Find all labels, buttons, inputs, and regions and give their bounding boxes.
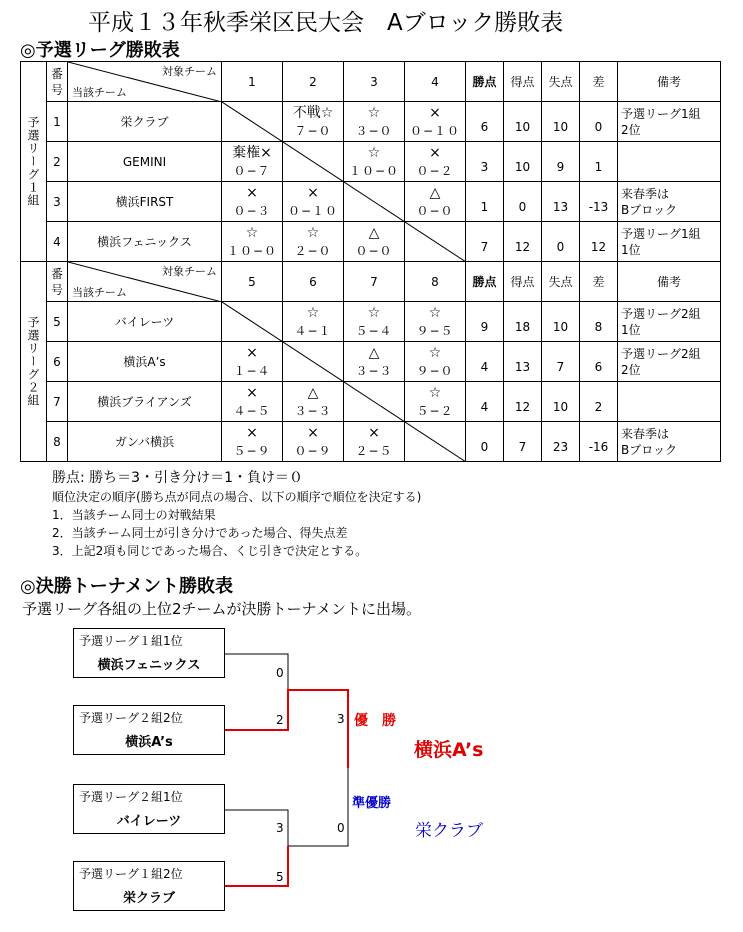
bracket-entry (73, 705, 225, 755)
lost-value: 13 (542, 182, 580, 222)
match-mark: × (246, 344, 258, 361)
team-name: 横浜フェニックス (68, 222, 222, 262)
match-score: ０−１０ (287, 203, 339, 218)
col-header-points: 勝点 (466, 62, 504, 102)
team-name: 横浜ブライアンズ (68, 382, 222, 422)
match-mark: ☆ (245, 224, 259, 241)
runnerup-label: 準優勝 (352, 796, 392, 811)
col-header-lost: 失点 (542, 262, 580, 302)
winner-label: 優 勝 (354, 713, 396, 729)
team-name: 栄クラブ (68, 102, 222, 142)
match-score: ０−９ (294, 443, 332, 458)
match-mark: ☆ (428, 344, 442, 361)
lost-value: 7 (542, 342, 580, 382)
match-mark: ☆ (367, 144, 381, 161)
col-header-opponent: 8 (405, 262, 466, 302)
match-mark: ☆ (367, 104, 381, 121)
bracket-entry (73, 628, 225, 678)
match-mark: × (307, 424, 319, 441)
col-header-number-text: 番 (50, 266, 63, 281)
diff-value: 6 (580, 342, 618, 382)
ranking-rule-item: 2．当該チーム同士が引き分けであった場合、得失点差 (52, 526, 348, 540)
gained-value: 0 (504, 182, 542, 222)
final-score: 3 (337, 712, 345, 726)
lost-value: 10 (542, 382, 580, 422)
row-number: 7 (47, 382, 68, 422)
match-mark: ☆ (306, 224, 320, 241)
match-score: ０−７ (233, 163, 271, 178)
match-mark: × (246, 184, 258, 201)
match-mark: 棄権× (232, 144, 272, 161)
points-value: 6 (466, 102, 504, 142)
match-score: ７−０ (294, 123, 332, 138)
match-score: ０−１０ (409, 123, 461, 138)
col-header-lost: 失点 (542, 62, 580, 102)
bracket-entry-team: 横浜フェニックス (97, 658, 201, 673)
match-mark: × (429, 144, 441, 161)
col-header-number-text: 番 (50, 66, 63, 81)
lost-value: 9 (542, 142, 580, 182)
row-number: 1 (47, 102, 68, 142)
match-score: ０−３ (233, 203, 271, 218)
team-name: GEMINI (68, 142, 222, 182)
gained-value: 10 (504, 142, 542, 182)
team-label: 当該チーム (72, 86, 127, 99)
final-score: 0 (337, 821, 345, 835)
winner-team: 横浜A’s (414, 739, 484, 761)
row-number: 6 (47, 342, 68, 382)
col-header-diff: 差 (580, 62, 618, 102)
col-header-opponent: 5 (222, 262, 283, 302)
row-number: 3 (47, 182, 68, 222)
row-number: 4 (47, 222, 68, 262)
bracket-score: 3 (276, 821, 284, 835)
match-score: ３−３ (294, 403, 332, 418)
match-score: ３−３ (355, 363, 393, 378)
col-header-number-text: 号 (50, 282, 63, 297)
remarks-line: 予選リーグ2組 (621, 306, 701, 321)
match-score: ４−５ (233, 403, 271, 418)
bracket-entry (73, 784, 225, 834)
bracket-entry-label: 予選リーグ１組2位 (79, 867, 183, 881)
remarks-line: 予選リーグ2組 (621, 346, 701, 361)
col-header-points: 勝点 (466, 262, 504, 302)
bracket-entry (73, 861, 225, 911)
league-section-heading: ◎予選リーグ勝敗表 (20, 40, 180, 61)
gained-value: 7 (504, 422, 542, 462)
remarks-line: Bブロック (621, 202, 677, 217)
match-mark: △ (429, 184, 441, 201)
col-header-number-text: 号 (50, 82, 63, 97)
points-rule: 勝点: 勝ち＝3・引き分け＝1・負け＝０ (52, 470, 303, 486)
match-score: １０−０ (348, 163, 400, 178)
remarks-line: Bブロック (621, 442, 677, 457)
match-score: ９−０ (416, 363, 454, 378)
ranking-rule-title: 順位決定の順序(勝ち点が同点の場合、以下の順序で順位を決定する) (52, 490, 422, 504)
match-score: ４−１ (294, 323, 332, 338)
remarks-line: 1位 (621, 322, 641, 337)
remarks-line: 2位 (621, 362, 641, 377)
bracket-score: 5 (276, 870, 284, 884)
tournament-note: 予選リーグ各組の上位2チームが決勝トーナメントに出場。 (22, 600, 421, 618)
match-score: ９−５ (416, 323, 454, 338)
points-value: 4 (466, 382, 504, 422)
lost-value: 10 (542, 302, 580, 342)
ranking-rule-item: 3．上記2項も同じであった場合、くじ引きで決定とする。 (52, 544, 368, 558)
runnerup-team: 栄クラブ (415, 821, 483, 841)
remarks-line: 来春季は (621, 426, 670, 441)
page-title: 平成１３年秋季栄区民大会 Aブロック勝敗表 (88, 10, 564, 36)
col-header-remarks: 備考 (618, 62, 721, 102)
match-score: ５−９ (233, 443, 271, 458)
row-number: 5 (47, 302, 68, 342)
match-mark: × (429, 104, 441, 121)
lost-value: 0 (542, 222, 580, 262)
bracket-entry-team: 栄クラブ (122, 891, 175, 906)
team-name: 横浜A’s (68, 342, 222, 382)
match-score: ０−０ (416, 203, 454, 218)
gained-value: 12 (504, 222, 542, 262)
match-mark: ☆ (428, 384, 442, 401)
points-value: 4 (466, 342, 504, 382)
points-value: 1 (466, 182, 504, 222)
bracket-entry-team: 横浜A’s (125, 735, 173, 750)
opponent-label: 対象チーム (162, 65, 217, 78)
match-mark: × (307, 184, 319, 201)
remarks-line: 来春季は (621, 186, 670, 201)
points-value: 3 (466, 142, 504, 182)
col-header-opponent: 3 (344, 62, 405, 102)
opponent-label: 対象チーム (162, 265, 217, 278)
match-score: ５−４ (355, 323, 393, 338)
col-header-opponent: 4 (405, 62, 466, 102)
diff-value: 12 (580, 222, 618, 262)
match-mark: × (368, 424, 380, 441)
match-score: ２−５ (355, 443, 393, 458)
points-value: 9 (466, 302, 504, 342)
team-name: バイレーツ (68, 302, 222, 342)
match-score: ０−２ (416, 163, 454, 178)
match-mark: △ (368, 224, 380, 241)
diff-value: 8 (580, 302, 618, 342)
match-score: ３−０ (355, 123, 393, 138)
col-header-remarks: 備考 (618, 262, 721, 302)
match-score: ２−０ (294, 243, 332, 258)
match-mark: △ (307, 384, 319, 401)
match-mark: × (246, 384, 258, 401)
group-label: 予選リーグ１組 (21, 62, 47, 262)
team-label: 当該チーム (72, 286, 127, 299)
row-number: 8 (47, 422, 68, 462)
gained-value: 18 (504, 302, 542, 342)
remarks-line: 予選リーグ1組 (621, 106, 701, 121)
match-score: １０−０ (226, 243, 278, 258)
bracket-entry-label: 予選リーグ１組1位 (79, 634, 183, 648)
gained-value: 10 (504, 102, 542, 142)
bracket-entry-label: 予選リーグ２組1位 (79, 790, 183, 804)
col-header-opponent: 1 (222, 62, 283, 102)
match-score: ０−０ (355, 243, 393, 258)
match-mark: ☆ (306, 304, 320, 321)
lost-value: 10 (542, 102, 580, 142)
bracket-entry-team: バイレーツ (116, 814, 182, 829)
col-header-opponent: 6 (283, 262, 344, 302)
group-label: 予選リーグ２組 (21, 262, 47, 462)
match-mark: 不戦☆ (292, 104, 334, 121)
col-header-gained: 得点 (504, 262, 542, 302)
bracket-entry-label: 予選リーグ２組2位 (79, 711, 183, 725)
col-header-opponent: 2 (283, 62, 344, 102)
diff-value: -16 (580, 422, 618, 462)
team-name: 横浜FIRST (68, 182, 222, 222)
points-value: 7 (466, 222, 504, 262)
diff-value: 1 (580, 142, 618, 182)
match-score: ５−２ (416, 403, 454, 418)
remarks-line: 予選リーグ1組 (621, 226, 701, 241)
tournament-section-heading: ◎決勝トーナメント勝敗表 (20, 576, 233, 597)
bracket-score: 0 (276, 666, 284, 680)
match-score: １−４ (233, 363, 271, 378)
col-header-gained: 得点 (504, 62, 542, 102)
team-name: ガンバ横浜 (68, 422, 222, 462)
remarks-line: 2位 (621, 122, 641, 137)
bracket-win-line (225, 690, 348, 768)
remarks-line: 1位 (621, 242, 641, 257)
gained-value: 13 (504, 342, 542, 382)
points-value: 0 (466, 422, 504, 462)
bracket-score: 2 (276, 713, 284, 727)
match-mark: × (246, 424, 258, 441)
match-mark: ☆ (367, 304, 381, 321)
ranking-rule-item: 1．当該チーム同士の対戦結果 (52, 508, 216, 522)
gained-value: 12 (504, 382, 542, 422)
col-header-diff: 差 (580, 262, 618, 302)
diff-value: 0 (580, 102, 618, 142)
diff-value: 2 (580, 382, 618, 422)
match-mark: ☆ (428, 304, 442, 321)
lost-value: 23 (542, 422, 580, 462)
match-mark: △ (368, 344, 380, 361)
diff-value: -13 (580, 182, 618, 222)
row-number: 2 (47, 142, 68, 182)
col-header-opponent: 7 (344, 262, 405, 302)
